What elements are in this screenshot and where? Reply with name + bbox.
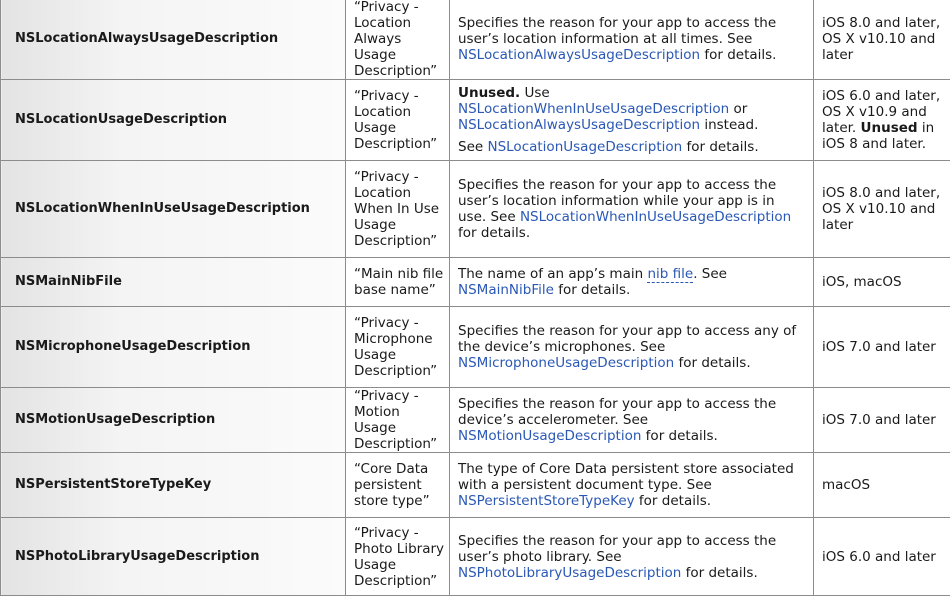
key-name: NSPersistentStoreTypeKey: [15, 477, 211, 492]
availability-text: macOS: [822, 477, 870, 493]
description-cell: [450, 453, 814, 518]
description-text: Specifies the reason for your app to access the user’s location information at all times. See: [458, 15, 776, 47]
display-name-cell: [346, 453, 450, 518]
key-name: NSLocationWhenInUseUsageDescription: [15, 201, 310, 216]
description-link[interactable]: NSPhotoLibraryUsageDescription: [458, 565, 681, 581]
table-row: [1, 453, 950, 518]
table-row: [1, 0, 950, 80]
table-row: [1, 80, 950, 161]
description-text: Specifies the reason for your app to access the user’s photo library. See: [458, 533, 776, 565]
description-text: for details.: [458, 225, 530, 241]
key-name: NSMicrophoneUsageDescription: [15, 339, 251, 354]
display-name: “Privacy - Photo Library Usage Description”: [354, 525, 444, 589]
display-name-cell: [346, 518, 450, 596]
description-cell: [450, 307, 814, 388]
availability-cell: [814, 453, 950, 518]
availability-cell: [814, 518, 950, 596]
availability-cell: [814, 0, 950, 80]
description-link[interactable]: NSMainNibFile: [458, 282, 554, 298]
availability-text: iOS 8.0 and later, OS X v10.10 and later: [822, 15, 940, 63]
availability-text: in iOS 8 and later.: [822, 120, 934, 152]
table-row: [1, 161, 950, 258]
description-text: Specifies the reason for your app to access the user’s location information while your app is in use. See: [458, 177, 776, 225]
availability-cell: [814, 161, 950, 258]
table-row: [1, 258, 950, 307]
description-text: for details.: [700, 47, 776, 63]
availability-text: iOS 6.0 and later: [822, 549, 936, 565]
description-cell: [450, 258, 814, 307]
key-name: NSMainNibFile: [15, 274, 122, 289]
description-text: for details.: [641, 428, 717, 444]
availability-text: iOS 7.0 and later: [822, 412, 936, 428]
table-row: [1, 307, 950, 388]
description-text: instead.: [700, 117, 758, 133]
description-link[interactable]: NSLocationAlwaysUsageDescription: [458, 117, 700, 133]
key-cell: [1, 307, 346, 388]
description-link[interactable]: NSMicrophoneUsageDescription: [458, 355, 674, 371]
description-text: See: [458, 139, 487, 155]
table-row: [1, 388, 950, 453]
availability-cell: [814, 307, 950, 388]
description-cell: [450, 80, 814, 161]
availability-text: iOS, macOS: [822, 274, 902, 290]
availability-cell: [814, 388, 950, 453]
key-cell: [1, 80, 346, 161]
description-cell: [450, 161, 814, 258]
description-text: The name of an app’s main: [458, 266, 647, 282]
description-cell: [450, 518, 814, 596]
key-cell: [1, 453, 346, 518]
availability-text: iOS 8.0 and later, OS X v10.10 and later: [822, 185, 940, 233]
display-name: “Privacy - Location Always Usage Description”: [354, 0, 437, 79]
display-name: “Main nib file base name”: [354, 266, 443, 298]
unused-label: Unused: [861, 120, 918, 136]
description-text: Specifies the reason for your app to access the device’s accelerometer. See: [458, 396, 776, 428]
display-name: “Privacy - Motion Usage Description”: [354, 388, 437, 452]
description-text: for details.: [635, 493, 711, 509]
description-link[interactable]: NSMotionUsageDescription: [458, 428, 641, 444]
display-name-cell: [346, 307, 450, 388]
description-text: Use: [520, 85, 550, 101]
key-cell: [1, 161, 346, 258]
availability-text: iOS 7.0 and later: [822, 339, 936, 355]
description-text: The type of Core Data persistent store associated with a persistent document type. See: [458, 461, 794, 493]
description-text: or: [729, 101, 747, 117]
description-link[interactable]: NSLocationWhenInUseUsageDescription: [458, 101, 729, 117]
description-text: for details.: [681, 565, 757, 581]
description-cell: [450, 0, 814, 80]
display-name-cell: [346, 80, 450, 161]
description-link[interactable]: NSLocationAlwaysUsageDescription: [458, 47, 700, 63]
description-text: . See: [693, 266, 727, 282]
key-name: NSLocationUsageDescription: [15, 112, 227, 127]
key-cell: [1, 388, 346, 453]
display-name-cell: [346, 161, 450, 258]
description-cell: [450, 388, 814, 453]
key-cell: [1, 518, 346, 596]
description-text: for details.: [674, 355, 750, 371]
display-name: “Privacy - Microphone Usage Description”: [354, 315, 437, 379]
display-name: “Privacy - Location Usage Description”: [354, 88, 437, 152]
description-text: for details.: [682, 139, 758, 155]
key-cell: [1, 258, 346, 307]
display-name-cell: [346, 258, 450, 307]
display-name-cell: [346, 0, 450, 80]
description-link[interactable]: NSLocationUsageDescription: [487, 139, 682, 155]
description-text: Specifies the reason for your app to access any of the device’s microphones. See: [458, 323, 796, 355]
description-link[interactable]: NSPersistentStoreTypeKey: [458, 493, 635, 509]
description-text: for details.: [554, 282, 630, 298]
display-name: “Privacy - Location When In Use Usage Description”: [354, 169, 439, 249]
description-link[interactable]: NSLocationWhenInUseUsageDescription: [520, 209, 791, 225]
availability-cell: [814, 80, 950, 161]
key-cell: [1, 0, 346, 80]
availability-cell: [814, 258, 950, 307]
table-row: [1, 518, 950, 596]
key-name: NSPhotoLibraryUsageDescription: [15, 549, 260, 564]
key-name: NSLocationAlwaysUsageDescription: [15, 31, 278, 46]
display-name: “Core Data persistent store type”: [354, 461, 430, 509]
display-name-cell: [346, 388, 450, 453]
unused-label: Unused.: [458, 85, 520, 101]
availability-text: iOS 6.0 and later, OS X v10.9 and later.: [822, 88, 940, 136]
nib-file-glossary-link[interactable]: nib file: [647, 266, 693, 283]
key-name: NSMotionUsageDescription: [15, 412, 215, 427]
